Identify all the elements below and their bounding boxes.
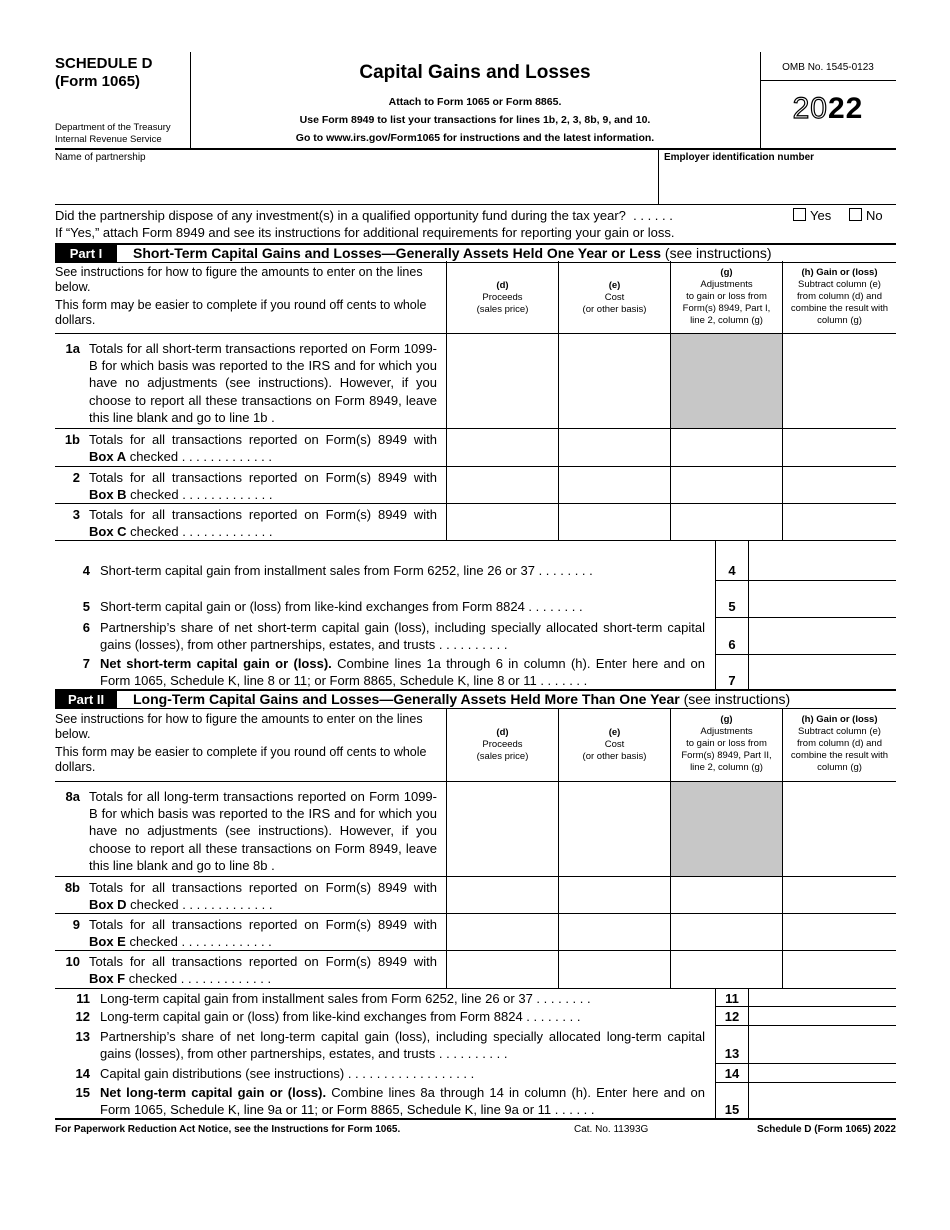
line-12-box-label: 12 (724, 1009, 740, 1024)
line-9-d-field[interactable] (448, 915, 556, 948)
line-11-number: 11 (76, 991, 90, 1006)
ein-field[interactable] (662, 166, 894, 202)
line-8a-h-field[interactable] (784, 784, 894, 874)
part2-header: Part II Long-Term Capital Gains and Losses—Generally Assets Held More Than One Year (see instructions) (55, 689, 896, 709)
line-8a-e-field[interactable] (560, 784, 668, 874)
line-7-box-label: 7 (728, 673, 736, 688)
line-12-text: Long-term capital gain or (loss) from like-kind exchanges from Form 8824 . . . . . . . . (100, 1009, 581, 1024)
line-8a-d-field[interactable] (448, 784, 556, 874)
line-3-h-field[interactable] (784, 505, 894, 538)
line-6-number: 6 (82, 620, 90, 635)
line-11-field[interactable] (750, 990, 894, 1005)
line-14-field[interactable] (750, 1065, 894, 1081)
form-label: (Form 1065) (55, 73, 141, 90)
line-15-box-label: 15 (724, 1102, 740, 1117)
line-14-number: 14 (75, 1066, 90, 1081)
line-4-text: Short-term capital gain from installment sales from Form 6252, line 26 or 37 . . . . . . . . (100, 563, 593, 578)
form-title: Capital Gains and Losses (359, 62, 591, 83)
col-d-header-2: (d) Proceeds (sales price) (476, 727, 529, 762)
footer-form-id: Schedule D (Form 1065) 2022 (757, 1124, 896, 1135)
line-11-text: Long-term capital gain from installment sales from Form 6252, line 26 or 37 . . . . . . . . (100, 991, 591, 1006)
line-8b-e-field[interactable] (560, 878, 668, 911)
line-4-field[interactable] (750, 542, 894, 579)
line-7-field[interactable] (750, 656, 894, 688)
line-11-box-label: 11 (725, 991, 739, 1006)
qof-no[interactable]: No (849, 208, 883, 223)
qof-yes[interactable]: Yes (793, 208, 831, 223)
line-15-text: Net long-term capital gain or (loss). Combine lines 8a through 14 in column (h). Enter here and on Form 1065, Schedule K, line 9a or 11; or Form 8865, Schedule K, line 9a or 11 . . . . . . (100, 1085, 705, 1118)
part2-title: Long-Term Capital Gains and Losses—Generally Assets Held More Than One Year (133, 691, 680, 707)
partnership-name-label: Name of partnership (55, 152, 146, 163)
irs-label: Internal Revenue Service (55, 134, 162, 145)
part1-header: Part I Short-Term Capital Gains and Losses—Generally Assets Held One Year or Less (see instructions) (55, 243, 896, 263)
col-e-header-2: (e) Cost (or other basis) (582, 727, 647, 762)
part2-label: Part II (55, 691, 117, 708)
line-6-field[interactable] (750, 619, 894, 653)
line-4-number: 4 (82, 563, 90, 578)
line-5-number: 5 (82, 599, 90, 614)
line-5-text: Short-term capital gain or (loss) from like-kind exchanges from Form 8824 . . . . . . . . (100, 599, 583, 614)
line-3-d-field[interactable] (448, 505, 556, 538)
line-13-text: Partnership’s share of net long-term capital gain (loss), including specially allocated long-term capital gains (losses), from other partnerships, estates, and trusts . . . . . . . . . . (100, 1029, 705, 1062)
line-5-field[interactable] (750, 582, 894, 616)
col-d-header: (d) Proceeds (sales price) (476, 280, 529, 315)
col-g-header: (g) Adjustments to gain or loss from Form(s) 8949, Part I, line 2, column (g) (682, 267, 771, 326)
paperwork-notice: For Paperwork Reduction Act Notice, see the Instructions for Form 1065. (55, 1124, 401, 1135)
schedule-label: SCHEDULE D (55, 55, 153, 72)
line-14-box-label: 14 (724, 1066, 740, 1081)
line-1a-d-field[interactable] (448, 336, 556, 426)
line-2-text: Totals for all transactions reported on Form(s) 8949 with Box B checked . . . . . . . . . . . . . (89, 470, 437, 503)
line-15-field[interactable] (750, 1084, 894, 1117)
line-9-text: Totals for all transactions reported on Form(s) 8949 with Box E checked . . . . . . . . . . . . . (89, 917, 437, 950)
line-8a-number: 8a (65, 789, 80, 804)
line-3-e-field[interactable] (560, 505, 668, 538)
line-7-number: 7 (82, 656, 90, 671)
line-6-box-label: 6 (728, 637, 736, 652)
line-2-g-field[interactable] (672, 468, 780, 501)
col-g-header-2: (g) Adjustments to gain or loss from Form(s) 8949, Part II, line 2, column (g) (681, 714, 772, 773)
line-10-d-field[interactable] (448, 952, 556, 986)
line-13-field[interactable] (750, 1027, 894, 1062)
line-12-number: 12 (75, 1009, 90, 1024)
line-10-h-field[interactable] (784, 952, 894, 986)
col-e-header: (e) Cost (or other basis) (582, 280, 647, 315)
cat-number: Cat. No. 11393G (574, 1124, 649, 1135)
line-1b-number: 1b (64, 432, 80, 447)
line-5-box-label: 5 (728, 599, 736, 614)
line-3-text: Totals for all transactions reported on Form(s) 8949 with Box C checked . . . . . . . . . . . . . (89, 507, 437, 540)
line-1a-text: Totals for all short-term transactions reported on Form 1099-B for which basis was reported to the IRS and for which you have no adjustments (see instructions). However, if you choose to report all these transactions on Form 8949, leave this line blank and go to line 1b . (89, 341, 437, 425)
omb-number: OMB No. 1545-0123 (782, 62, 874, 73)
no-checkbox[interactable] (849, 208, 862, 221)
line-6-text: Partnership’s share of net short-term capital gain (loss), including specially allocated short-term capital gains (losses), from other partnerships, estates, and trusts . . . . . . . . . . (100, 620, 705, 653)
line-3-number: 3 (72, 507, 80, 522)
line-4-box-label: 4 (728, 563, 736, 578)
line-3-g-field[interactable] (672, 505, 780, 538)
line-8b-d-field[interactable] (448, 878, 556, 911)
line-8b-number: 8b (64, 880, 80, 895)
line-10-text: Totals for all transactions reported on Form(s) 8949 with Box F checked . . . . . . . . . . . . . (89, 954, 437, 987)
line-8b-text: Totals for all transactions reported on Form(s) 8949 with Box D checked . . . . . . . . . . . . . (89, 880, 437, 913)
yes-checkbox[interactable] (793, 208, 806, 221)
line-9-g-field[interactable] (672, 915, 780, 948)
part1-label: Part I (55, 245, 117, 262)
part1-title: Short-Term Capital Gains and Losses—Generally Assets Held One Year or Less (133, 245, 662, 261)
partnership-name-field[interactable] (58, 166, 656, 202)
line-10-number: 10 (65, 954, 80, 969)
line-1b-g-field[interactable] (672, 430, 780, 464)
line-1a-e-field[interactable] (560, 336, 668, 426)
line-15-number: 15 (75, 1085, 90, 1100)
col-h-header-2: (h) Gain or (loss) Subtract column (e) from column (d) and combine the result with column (g) (790, 714, 889, 773)
use-8949-note: Use Form 8949 to list your transactions for lines 1b, 2, 3, 8b, 9, and 10. (299, 114, 651, 126)
line-10-e-field[interactable] (560, 952, 668, 986)
line-1a-number: 1a (65, 341, 80, 356)
part1-intro: See instructions for how to figure the amounts to enter on the lines below. This form may be easier to complete if you round off cents to whole dollars. (55, 265, 427, 327)
line-2-e-field[interactable] (560, 468, 668, 501)
line-14-text: Capital gain distributions (see instructions) . . . . . . . . . . . . . . . . . . (100, 1066, 475, 1081)
qof-question: Did the partnership dispose of any investment(s) in a qualified opportunity fund during the tax year? . . . . . . (55, 208, 673, 223)
line-2-d-field[interactable] (448, 468, 556, 501)
tax-year: 2022 (792, 92, 864, 125)
line-9-number: 9 (72, 917, 80, 932)
line-12-field[interactable] (750, 1008, 894, 1024)
line-8a-text: Totals for all long-term transactions reported on Form 1099-B for which basis was reported to the IRS and for which you have no adjustments (see instructions). However, if you choose to report all these transactions on Form 8949, leave this line blank and go to line 8b . (89, 789, 437, 873)
line-9-h-field[interactable] (784, 915, 894, 948)
line-13-box-label: 13 (724, 1046, 740, 1061)
line-1b-text: Totals for all transactions reported on Form(s) 8949 with Box A checked . . . . . . . . . . . . . (89, 432, 437, 465)
line-1b-e-field[interactable] (560, 430, 668, 464)
goto-note: Go to www.irs.gov/Form1065 for instructions and the latest information. (295, 132, 655, 144)
line-7-text: Net short-term capital gain or (loss). Combine lines 1a through 6 in column (h). Enter here and on Form 1065, Schedule K, line 8 or 11; or Form 8865, Schedule K, line 8 or 11 . . . . . . . (100, 656, 706, 689)
attach-note: Attach to Form 1065 or Form 8865. (388, 96, 562, 108)
line-1a-h-field[interactable] (784, 336, 894, 426)
ein-label: Employer identification number (664, 152, 815, 163)
line-8b-h-field[interactable] (784, 878, 894, 911)
line-10-g-field[interactable] (672, 952, 780, 986)
line-9-e-field[interactable] (560, 915, 668, 948)
line-2-number: 2 (72, 470, 80, 485)
part2-intro: See instructions for how to figure the amounts to enter on the lines below. This form may be easier to complete if you round off cents to whole dollars. (55, 712, 427, 774)
qof-followup: If “Yes,” attach Form 8949 and see its instructions for additional requirements for reporting your gain or loss. (55, 225, 675, 240)
line-13-number: 13 (75, 1029, 90, 1044)
line-8b-g-field[interactable] (672, 878, 780, 911)
line-2-h-field[interactable] (784, 468, 894, 501)
line-1b-d-field[interactable] (448, 430, 556, 464)
dept-treasury: Department of the Treasury (55, 122, 171, 133)
col-h-header: (h) Gain or (loss) Subtract column (e) from column (d) and combine the result with column (g) (790, 267, 889, 326)
line-1b-h-field[interactable] (784, 430, 894, 464)
